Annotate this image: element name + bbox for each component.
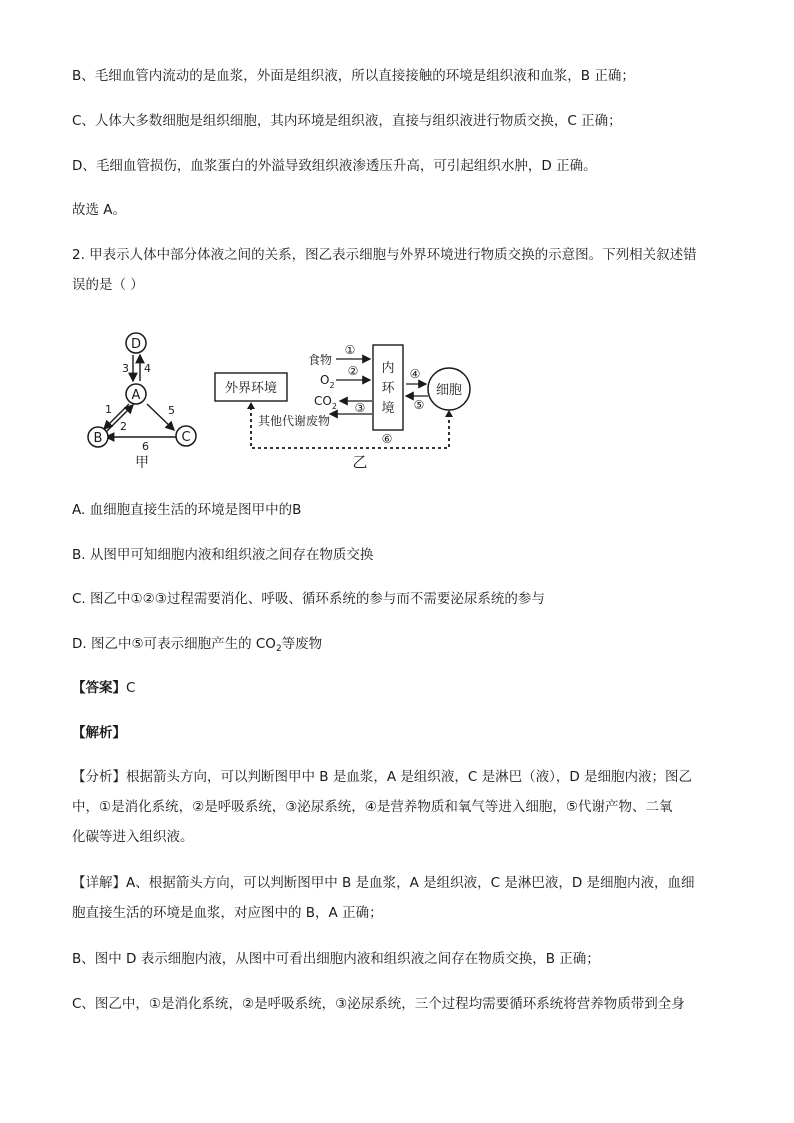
arrow-label: 1	[105, 403, 112, 416]
node-b: B	[93, 431, 103, 446]
caption-yi: 乙	[352, 453, 368, 471]
inner-env-char: 环	[381, 381, 395, 396]
text-line: 故选 A。	[72, 202, 127, 218]
arrow-label: 5	[168, 404, 175, 417]
arrow-label: 4	[144, 362, 151, 375]
arrow-label: 2	[120, 420, 127, 433]
detail-line: C、图乙中，①是消化系统，②是呼吸系统，③泌尿系统，三个过程均需要循环系统将营养物质带到全身	[72, 996, 685, 1012]
detail-line: 【详解】A、根据箭头方向，可以判断图甲中 B 是血浆，A 是组织液，C 是淋巴液，D 是细胞内液，血细	[72, 875, 695, 891]
circled-number: ②	[347, 364, 359, 378]
analysis-line: 化碳等进入组织液。	[72, 829, 194, 845]
text-line: B、毛细血管内流动的是血浆，外面是组织液，所以直接接触的环境是组织液和血浆，B 正确；	[72, 68, 635, 84]
food-label: 食物	[308, 353, 333, 367]
option-c: C. 图乙中①②③过程需要消化、呼吸、循环系统的参与而不需要泌尿系统的参与	[72, 591, 545, 607]
inner-env-char: 境	[381, 401, 395, 416]
analysis-line: 中，①是消化系统，②是呼吸系统，③泌尿系统，④是营养物质和氧气等进入细胞，⑤代谢产物、二氧	[72, 799, 673, 815]
option-d: D. 图乙中⑤可表示细胞产生的 $CO_2$等废物	[72, 636, 323, 654]
circled-number: ⑤	[413, 398, 425, 412]
figure	[82, 324, 482, 474]
circled-number: ⑥	[381, 432, 393, 446]
co2-label: $CO_2$	[314, 394, 337, 411]
text-line: C、人体大多数细胞是组织细胞，其内环境是组织液，直接与组织液进行物质交换，C 正确；	[72, 113, 622, 129]
detail-line: B、图中 D 表示细胞内液，从图中可看出细胞内液和组织液之间存在物质交换，B 正确；	[72, 951, 600, 967]
node-c: C	[181, 430, 191, 445]
analysis-line: 【分析】根据箭头方向，可以判断图甲中 B 是血浆，A 是组织液，C 是淋巴（液），D 是细胞内液；图乙	[72, 769, 693, 785]
circled-number: ④	[409, 367, 421, 381]
node-d: D	[130, 337, 142, 352]
o2-label: $O_2$	[320, 373, 335, 390]
text-line: D、毛细血管损伤，血浆蛋白的外溢导致组织液渗透压升高，可引起组织水肿，D 正确。	[72, 158, 597, 174]
arrow-label: 6	[142, 440, 149, 453]
outer-env-label: 外界环境	[224, 381, 278, 396]
analysis-heading: 【解析】	[72, 725, 126, 741]
cell-label: 细胞	[435, 383, 463, 398]
option-a: A. 血细胞直接生活的环境是图甲中的B	[72, 502, 302, 518]
inner-env-char: 内	[381, 361, 395, 376]
answer	[72, 678, 135, 698]
question-stem: 误的是（ ）	[72, 277, 144, 293]
circled-number: ③	[354, 401, 366, 415]
detail-line: 胞直接生活的环境是血浆，对应图中的 B，A 正确；	[72, 905, 383, 921]
caption-jia: 甲	[135, 455, 149, 471]
option-b: B. 从图甲可知细胞内液和组织液之间存在物质交换	[72, 547, 374, 563]
arrow-label: 3	[122, 362, 129, 375]
question-stem: 2. 甲表示人体中部分体液之间的关系，图乙表示细胞与外界环境进行物质交换的示意图。下列相关叙述错	[72, 247, 697, 263]
answer-value: C	[126, 680, 136, 696]
answer-label: 【答案】	[72, 680, 126, 696]
node-a: A	[131, 388, 141, 403]
figure-jia	[88, 333, 196, 471]
circled-number: ①	[344, 343, 356, 357]
figure-yi	[215, 343, 470, 471]
waste-label: 其他代谢废物	[258, 414, 331, 428]
